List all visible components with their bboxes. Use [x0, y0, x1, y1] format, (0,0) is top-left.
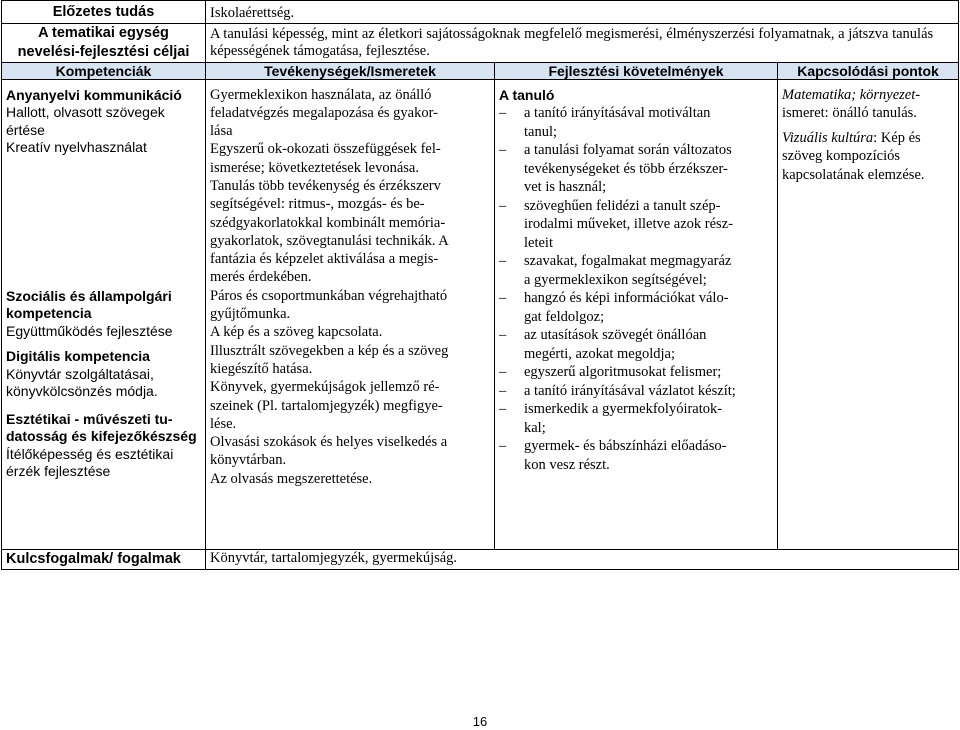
- requirement-item: [499, 141, 773, 197]
- requirement-text: ismerkedik a gyermekfolyóiratok-: [524, 401, 723, 417]
- requirement-text: tanul;: [524, 123, 558, 140]
- requirement-item: [499, 326, 773, 363]
- digital-competence-line: Könyvtár szolgáltatásai,: [6, 365, 154, 382]
- goals-label: [2, 23, 206, 62]
- requirement-text: a tanító irányításával vázlatot készít;: [524, 382, 736, 399]
- activity-line: merés érdekében.: [210, 269, 312, 286]
- connection-visual: [782, 129, 954, 184]
- column-header-row: [2, 62, 959, 79]
- activity-line: lása: [210, 123, 233, 140]
- prior-knowledge-label: Előzetes tudás: [2, 1, 206, 24]
- activity-line: segítségével: ritmus-, mozgás- és be-: [210, 196, 425, 213]
- requirement-text: vet is használ;: [524, 179, 607, 195]
- requirement-text: megérti, azokat megoldja;: [524, 345, 675, 362]
- dash-icon: –: [499, 105, 507, 121]
- dash-icon: –: [499, 364, 507, 380]
- dash-icon: –: [499, 142, 507, 158]
- activity-line: Gyermeklexikon használata, az önálló: [210, 86, 432, 103]
- lang-competence-line: Kreatív nyelvhasználat: [6, 139, 147, 155]
- digital-competence-line: könyvkölcsönzés módja.: [6, 383, 158, 399]
- activity-line: Egyszerű ok-okozati összefüggések fel-: [210, 141, 441, 158]
- goals-row: [2, 23, 959, 62]
- lang-competence-line: Hallott, olvasott szövegek: [6, 104, 165, 120]
- aesthetic-competence-title: datosság és kifejezőkészség: [6, 428, 197, 444]
- requirement-text: leteit: [524, 234, 553, 251]
- activity-line: Olvasási szokások és helyes viselkedés a: [210, 434, 448, 451]
- aesthetic-competence-title: Esztétikai - művészeti tu-: [6, 410, 173, 427]
- connection-math: [782, 86, 954, 123]
- activity-line: Páros és csoportmunkában végrehajtható: [210, 287, 448, 304]
- activity-line: fantázia és képzelet aktiválása a megis-: [210, 251, 439, 268]
- activity-line: szeinek (Pl. tartalomjegyzék) megfigye-: [210, 397, 443, 414]
- connection-math-text: ismeret: önálló tanulás.: [782, 104, 917, 121]
- col-header-activities: Tevékenységek/Ismeretek: [206, 62, 495, 79]
- requirements-list: [499, 104, 773, 474]
- content-row: [2, 79, 959, 549]
- goals-label-line1: A tematikai egység: [38, 24, 169, 41]
- activity-line: gyűjtőmunka.: [210, 306, 291, 323]
- requirement-text: az utasítások szövegét önállóan: [524, 327, 707, 343]
- requirement-item: [499, 382, 773, 401]
- connections-cell: [778, 79, 959, 549]
- dash-icon: –: [499, 438, 507, 454]
- requirement-text: irodalmi műveket, illetve azok rész-: [524, 216, 733, 232]
- requirement-text: hangzó és képi információkat válo-: [524, 290, 729, 306]
- requirements-cell: [495, 79, 778, 549]
- lang-competence-line: értése: [6, 121, 45, 138]
- requirement-item: [499, 363, 773, 382]
- goals-label-line2: nevelési-fejlesztési céljai: [17, 43, 190, 60]
- activity-line: kiegészítő hatása.: [210, 360, 313, 377]
- requirement-text: kon vesz részt.: [524, 456, 610, 473]
- competences-cell: [2, 79, 206, 549]
- social-competence-title: Szociális és állampolgári: [6, 287, 172, 304]
- activity-line: lése.: [210, 415, 237, 432]
- col-header-requirements: Fejlesztési követelmények: [495, 62, 778, 79]
- activity-line: szédgyakorlatokkal kombinált memória-: [210, 214, 446, 231]
- requirement-item: [499, 104, 773, 141]
- requirement-text: a tanulási folyamat során változatos: [524, 142, 732, 158]
- requirements-intro: A tanuló: [499, 86, 555, 103]
- activity-line: feladatvégzés megalapozása és gyakor-: [210, 104, 438, 121]
- dash-icon: –: [499, 327, 507, 343]
- requirement-text: gyermek- és bábszínházi előadáso-: [524, 438, 727, 454]
- connection-visual-text: : Kép és: [873, 130, 921, 147]
- social-competence-title: kompetencia: [6, 305, 92, 321]
- requirement-text: kal;: [524, 419, 546, 436]
- keywords-label: Kulcsfogalmak/ fogalmak: [2, 549, 206, 569]
- social-competence-line: Együttműködés fejlesztése: [6, 322, 173, 339]
- col-header-connections: Kapcsolódási pontok: [778, 62, 959, 79]
- aesthetic-competence-line: érzék fejlesztése: [6, 463, 111, 479]
- col-header-competences: Kompetenciák: [2, 62, 206, 79]
- requirement-item: [499, 437, 773, 474]
- requirement-item: [499, 252, 773, 289]
- requirement-item: [499, 400, 773, 437]
- requirement-item: [499, 197, 773, 253]
- dash-icon: –: [499, 401, 507, 417]
- connection-visual-text: kapcsolatának elemzése.: [782, 166, 925, 183]
- curriculum-table: [1, 0, 959, 570]
- activity-line: ismerése; következtetések levonása.: [210, 159, 419, 176]
- keywords-value: Könyvtár, tartalomjegyzék, gyermekújság.: [206, 549, 959, 569]
- requirement-text: egyszerű algoritmusokat felismer;: [524, 364, 722, 380]
- digital-competence-title: Digitális kompetencia: [6, 348, 150, 364]
- activities-cell: [206, 79, 495, 549]
- prior-knowledge-row: [2, 1, 959, 24]
- requirement-text: szavakat, fogalmakat megmagyaráz: [524, 253, 732, 269]
- dash-icon: –: [499, 382, 507, 399]
- requirement-text: gat feldolgoz;: [524, 308, 605, 325]
- activity-line: Könyvek, gyermekújságok jellemző ré-: [210, 379, 440, 396]
- goals-value: A tanulási képesség, mint az életkori sajátosságoknak megfelelő megismerési, élményszerzési folyamatnak, a játszva tanulás képességének támogatása, fejlesztése.: [206, 23, 959, 62]
- activity-line: A kép és a szöveg kapcsolata.: [210, 324, 383, 341]
- dash-icon: –: [499, 290, 507, 306]
- requirement-text: a tanító irányításával motiváltan: [524, 105, 711, 121]
- keywords-row: [2, 549, 959, 569]
- requirement-text: szöveghűen felidézi a tanult szép-: [524, 197, 721, 214]
- requirement-text: a gyermeklexikon segítségével;: [524, 271, 707, 288]
- page-number: 16: [472, 714, 488, 729]
- prior-knowledge-value: Iskolaérettség.: [206, 1, 959, 24]
- dash-icon: –: [499, 197, 507, 214]
- activity-line: könyvtárban.: [210, 452, 287, 469]
- connection-math-subject: Matematika; környezet-: [782, 86, 921, 103]
- connection-visual-text: szöveg kompozíciós: [782, 148, 900, 165]
- activity-line: Az olvasás megszerettetése.: [210, 470, 373, 487]
- dash-icon: –: [499, 253, 507, 269]
- activity-line: Tanulás több tevékenység és érzékszerv: [210, 177, 441, 194]
- requirement-item: [499, 289, 773, 326]
- activity-line: Illusztrált szövegekben a kép és a szöveg: [210, 342, 449, 359]
- aesthetic-competence-line: Ítélőképesség és esztétikai: [6, 445, 174, 462]
- requirement-text: tevékenységeket és több érzékszer-: [524, 160, 728, 177]
- activity-line: gyakorlatok, szövegtanulási technikák. A: [210, 232, 449, 249]
- lang-competence-title: Anyanyelvi kommunikáció: [6, 86, 182, 103]
- connection-visual-subject: Vizuális kultúra: [782, 130, 874, 147]
